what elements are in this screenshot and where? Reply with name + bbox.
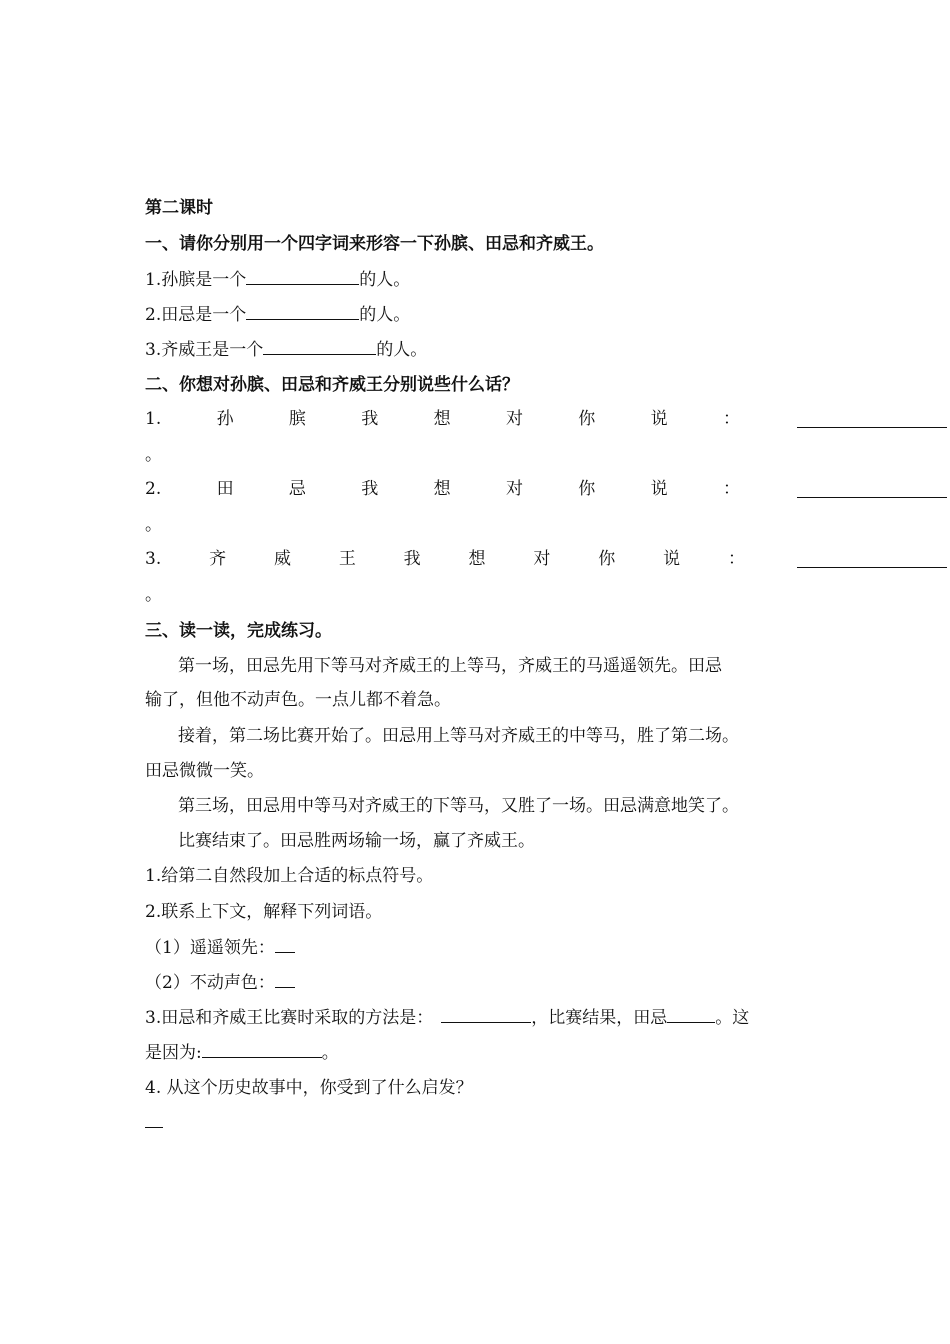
char: 对 [505, 479, 523, 499]
sentence-end: 。 [145, 445, 162, 465]
char: 齐 [209, 549, 227, 569]
item-text: 3.齐威王是一个 [145, 340, 264, 360]
answer-blank[interactable] [275, 936, 295, 953]
section2-item-2 [145, 478, 740, 500]
question-text: 。 [321, 1043, 339, 1063]
char: 说 [650, 409, 668, 429]
char: 2. [145, 479, 162, 499]
question-4: 4. 从这个历史故事中，你受到了什么启发？ [145, 1078, 473, 1098]
answer-blank[interactable] [246, 268, 359, 285]
char: 想 [468, 549, 486, 569]
answer-blank[interactable] [667, 1006, 715, 1023]
char: 你 [578, 409, 596, 429]
item-text: 2.田忌是一个 [145, 305, 247, 325]
section1-item-3 [145, 338, 427, 361]
question-text: 是因为: [145, 1043, 202, 1063]
char: 想 [433, 409, 451, 429]
answer-blank[interactable] [263, 338, 376, 355]
item-text: 的人。 [359, 305, 411, 325]
passage-para1-line1: 第一场，田忌先用下等马对齐威王的上等马，齐威王的马遥遥领先。田忌 [178, 656, 722, 676]
char: 田 [216, 479, 234, 499]
char: 对 [533, 549, 551, 569]
sub-question-text: （1）遥遥领先： [145, 938, 275, 958]
question-1: 1.给第二自然段加上合适的标点符号。 [145, 866, 434, 886]
item-text: 的人。 [376, 340, 428, 360]
char: 忌 [288, 479, 306, 499]
section2-item-1 [145, 408, 740, 430]
char: 3. [145, 549, 162, 569]
answer-blank[interactable] [246, 303, 359, 320]
char: 威 [273, 549, 291, 569]
char: 对 [505, 409, 523, 429]
char: ： [727, 549, 745, 569]
section1-item-2 [145, 303, 410, 326]
answer-blank[interactable] [797, 497, 947, 498]
char: 孙 [216, 409, 234, 429]
char: ： [722, 409, 740, 429]
answer-blank[interactable] [441, 1006, 531, 1023]
question-3-line2 [145, 1041, 339, 1064]
sub-question-text: （2）不动声色： [145, 973, 275, 993]
question-2b [145, 971, 295, 994]
question-2: 2.联系上下文，解释下列词语。 [145, 902, 383, 922]
passage-para2-line1: 接着，第二场比赛开始了。田忌用上等马对齐威王的中等马，胜了第二场。 [178, 726, 739, 746]
question-3 [145, 1006, 749, 1029]
sentence-end: 。 [145, 515, 162, 535]
passage-para4: 比赛结束了。田忌胜两场输一场，赢了齐威王。 [178, 831, 535, 851]
passage-para2-line2: 田忌微微一笑。 [145, 761, 264, 781]
section1-heading: 一、请你分别用一个四字词来形容一下孙膑、田忌和齐威王。 [145, 234, 604, 254]
question-text: 。这 [715, 1008, 750, 1028]
char: 说 [663, 549, 681, 569]
char: 说 [650, 479, 668, 499]
char: 想 [433, 479, 451, 499]
char: ： [722, 479, 740, 499]
question-text: 3.田忌和齐威王比赛时采取的方法是： [145, 1008, 434, 1028]
section2-item-3 [145, 548, 745, 570]
char: 王 [338, 549, 356, 569]
section1-item-1 [145, 268, 410, 291]
passage-para3: 第三场，田忌用中等马对齐威王的下等马，又胜了一场。田忌满意地笑了。 [178, 796, 739, 816]
char: 你 [598, 549, 616, 569]
item-text: 1.孙膑是一个 [145, 270, 247, 290]
question-4-answer [145, 1111, 163, 1134]
lesson-title: 第二课时 [145, 198, 213, 218]
question-2a [145, 936, 295, 959]
passage-para1-line2: 输了，但他不动声色。一点儿都不着急。 [145, 690, 451, 710]
char: 我 [403, 549, 421, 569]
question-text: ，比赛结果，田忌 [531, 1008, 668, 1028]
section3-heading: 三、读一读，完成练习。 [145, 621, 332, 641]
answer-blank[interactable] [797, 427, 947, 428]
answer-blank[interactable] [797, 567, 947, 568]
answer-blank[interactable] [275, 971, 295, 988]
char: 你 [578, 479, 596, 499]
section2-heading: 二、你想对孙膑、田忌和齐威王分别说些什么话？ [145, 375, 519, 395]
answer-blank[interactable] [202, 1041, 322, 1058]
item-text: 的人。 [359, 270, 411, 290]
char: 1. [145, 409, 162, 429]
sentence-end: 。 [145, 585, 162, 605]
char: 我 [361, 409, 379, 429]
answer-blank[interactable] [145, 1111, 163, 1128]
char: 膑 [288, 409, 306, 429]
char: 我 [361, 479, 379, 499]
